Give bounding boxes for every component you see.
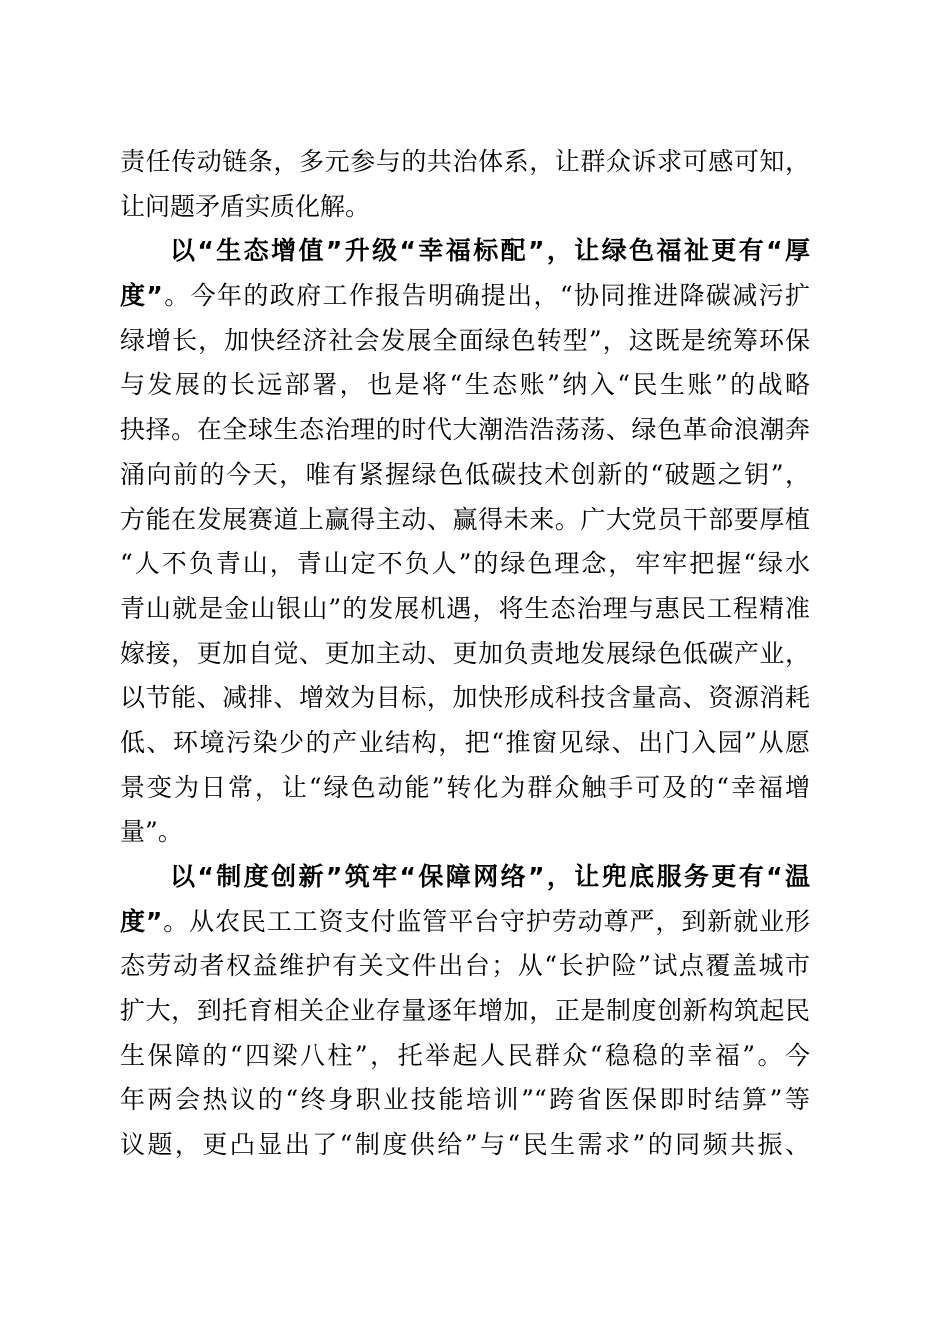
text-line: 度”。从农民工工资支付监管平台守护劳动尊严，到新就业形	[120, 906, 810, 936]
text-line: 抉择。在全球生态治理的时代大潮浩浩荡荡、绿色革命浪潮奔	[120, 415, 810, 445]
text-line: 方能在发展赛道上赢得主动、赢得未来。广大党员干部要厚植	[120, 504, 810, 534]
text-line: 青山就是金山银山”的发展机遇，将生态治理与惠民工程精准	[120, 593, 810, 623]
text-line: 度”。今年的政府工作报告明确提出，“协同推进降碳减污扩	[120, 281, 810, 311]
text-line: 议题，更凸显出了“制度供给”与“民生需求”的同频共振、	[120, 1130, 810, 1160]
text-line: 量”。	[120, 817, 183, 847]
paragraph-1-continuation	[120, 140, 810, 229]
text-line: 年两会热议的“终身职业技能培训”“跨省医保即时结算”等	[120, 1085, 810, 1115]
text-line: 让问题矛盾实质化解。	[120, 191, 371, 221]
paragraph-heading-end: 度”	[120, 906, 163, 936]
paragraph-ecology	[120, 229, 810, 855]
text-line: 嫁接，更加自觉、更加主动、更加负责地发展绿色低碳产业，	[120, 638, 810, 668]
text-line: 责任传动链条，多元参与的共治体系，让群众诉求可感可知，	[120, 147, 810, 176]
text-line: 生保障的“四梁八柱”，托举起人民群众“稳稳的幸福”。今	[120, 1040, 810, 1070]
text-line: 景变为日常，让“绿色动能”转化为群众触手可及的“幸福增	[120, 772, 810, 802]
text-line: 与发展的长远部署，也是将“生态账”纳入“民生账”的战略	[120, 370, 810, 400]
text-line: 绿增长，加快经济社会发展全面绿色转型”，这既是统筹环保	[120, 325, 810, 355]
paragraph-heading: 以“制度创新”筑牢“保障网络”，让兜底服务更有“温	[170, 862, 810, 891]
paragraph-institution	[120, 855, 810, 1168]
paragraph-heading: 以“生态增值”升级“幸福标配”，让绿色福祉更有“厚	[170, 236, 810, 266]
paragraph-heading-end: 度”	[120, 281, 163, 311]
text-line: 态劳动者权益维护有关文件出台；从“长护险”试点覆盖城市	[120, 951, 810, 981]
document-page	[120, 140, 810, 1168]
text-line: 涌向前的今天，唯有紧握绿色低碳技术创新的“破题之钥”，	[120, 459, 810, 489]
paragraph-heading-line	[120, 855, 810, 900]
text-line: 以节能、减排、增效为目标，加快形成科技含量高、资源消耗	[120, 683, 810, 713]
text-line: “人不负青山，青山定不负人”的绿色理念，牢牢把握“绿水	[120, 549, 810, 579]
text-line: 低、环境污染少的产业结构，把“推窗见绿、出门入园”从愿	[120, 727, 810, 757]
text-line: 扩大，到托育相关企业存量逐年增加，正是制度创新构筑起民	[120, 996, 810, 1026]
paragraph-heading-line	[120, 229, 810, 274]
